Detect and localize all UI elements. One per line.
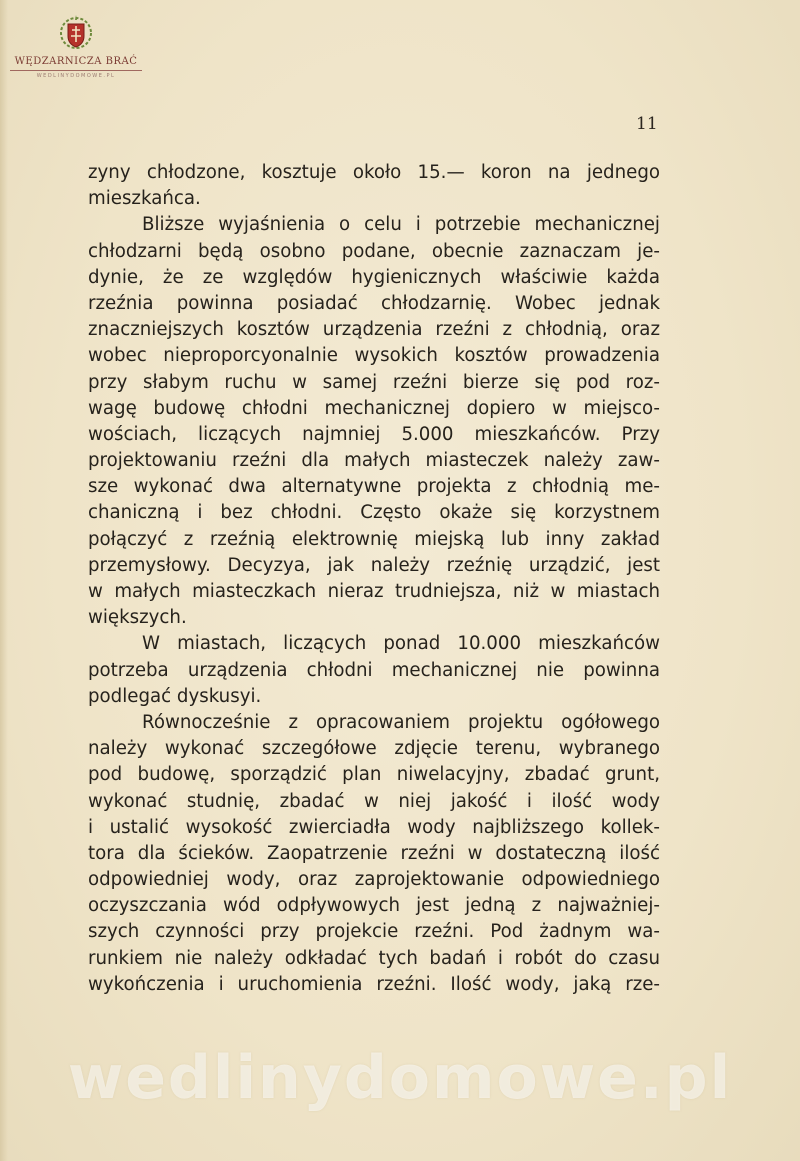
text-line: chłodzarni będą osobno podane, obecnie zaznaczam je- — [88, 240, 660, 262]
page-edge-shadow — [0, 0, 8, 1161]
text-line: oczyszczania wód odpływowych jest jedną z najważniej- — [88, 895, 660, 917]
coat-of-arms-icon — [56, 12, 96, 52]
text-line: Bliższe wyjaśnienia o celu i potrzebie mechanicznej — [142, 214, 660, 236]
text-line: połączyć z rzeźnią elektrownię miejską lub inny zakład — [88, 528, 660, 550]
text-line: podlegać dyskusyi. — [88, 685, 262, 707]
text-line: zyny chłodzone, kosztuje około 15.— koron na jednego — [88, 162, 660, 183]
page-number: 11 — [636, 114, 658, 134]
text-line: projektowaniu rzeźni dla małych miasteczek należy zaw- — [88, 450, 660, 472]
text-line: Równocześnie z opracowaniem projektu ogółowego — [142, 711, 660, 733]
text-line: rzeźnia powinna posiadać chłodzarnię. Wobec jednak — [88, 292, 660, 314]
site-logo[interactable] — [10, 12, 142, 79]
text-line: potrzeba urządzenia chłodni mechanicznej nie powinna — [88, 659, 660, 681]
text-line: mieszkańca. — [88, 188, 201, 210]
text-line: większych. — [88, 607, 187, 629]
text-line: wobec nieproporcyonalnie wysokich kosztów prowadzenia — [88, 345, 660, 367]
logo-brand-name: WĘDZARNICZA BRAĆ — [14, 56, 138, 67]
logo-divider — [10, 70, 142, 71]
text-line: sze wykonać dwa alternatywne projekta z chłodnią me- — [88, 476, 660, 498]
text-line: W miastach, liczących ponad 10.000 mieszkańców — [142, 633, 660, 655]
text-line: w małych miasteczkach nieraz trudniejsza, niż w miastach — [88, 581, 660, 602]
text-line: szych czynności przy projekcie rzeźni. Pod żadnym wa- — [88, 921, 660, 943]
text-line: znaczniejszych kosztów urządzenia rzeźni z chłodnią, oraz — [88, 319, 660, 341]
watermark: wedlinydomowe.pl — [67, 1043, 733, 1113]
text-line: runkiem nie należy odkładać tych badań i robót do czasu — [88, 947, 660, 969]
text-line: i ustalić wysokość zwierciadła wody najbliższego kollek- — [88, 816, 660, 838]
text-line: pod budowę, sporządzić plan niwelacyjny, zbadać grunt, — [88, 764, 660, 786]
text-line: odpowiedniej wody, oraz zaprojektowanie odpowiedniego — [88, 869, 660, 891]
text-line: wagę budowę chłodni mechanicznej dopiero w miejsco- — [88, 397, 660, 419]
text-line: wykończenia i uruchomienia rzeźni. Ilość wody, jaką rze- — [88, 973, 660, 995]
body-text — [88, 160, 660, 998]
text-line: tora dla ścieków. Zaopatrzenie rzeźni w dostateczną ilość — [88, 842, 660, 864]
text-line: chaniczną i bez chłodni. Często okaże się korzystnem — [88, 502, 660, 524]
text-line: przemysłowy. Decyzya, jak należy rzeźnię urządzić, jest — [88, 554, 660, 576]
logo-url: WEDLINYDOMOWE.PL — [36, 73, 116, 79]
text-line: przy słabym ruchu w samej rzeźni bierze się pod roz- — [88, 371, 660, 393]
text-line: dynie, że ze względów hygienicznych właściwie każda — [88, 266, 660, 288]
text-line: wykonać studnię, zbadać w niej jakość i ilość wody — [88, 790, 660, 812]
text-line: wościach, liczących najmniej 5.000 mieszkańców. Przy — [88, 423, 660, 445]
text-line: należy wykonać szczegółowe zdjęcie terenu, wybranego — [88, 738, 660, 760]
